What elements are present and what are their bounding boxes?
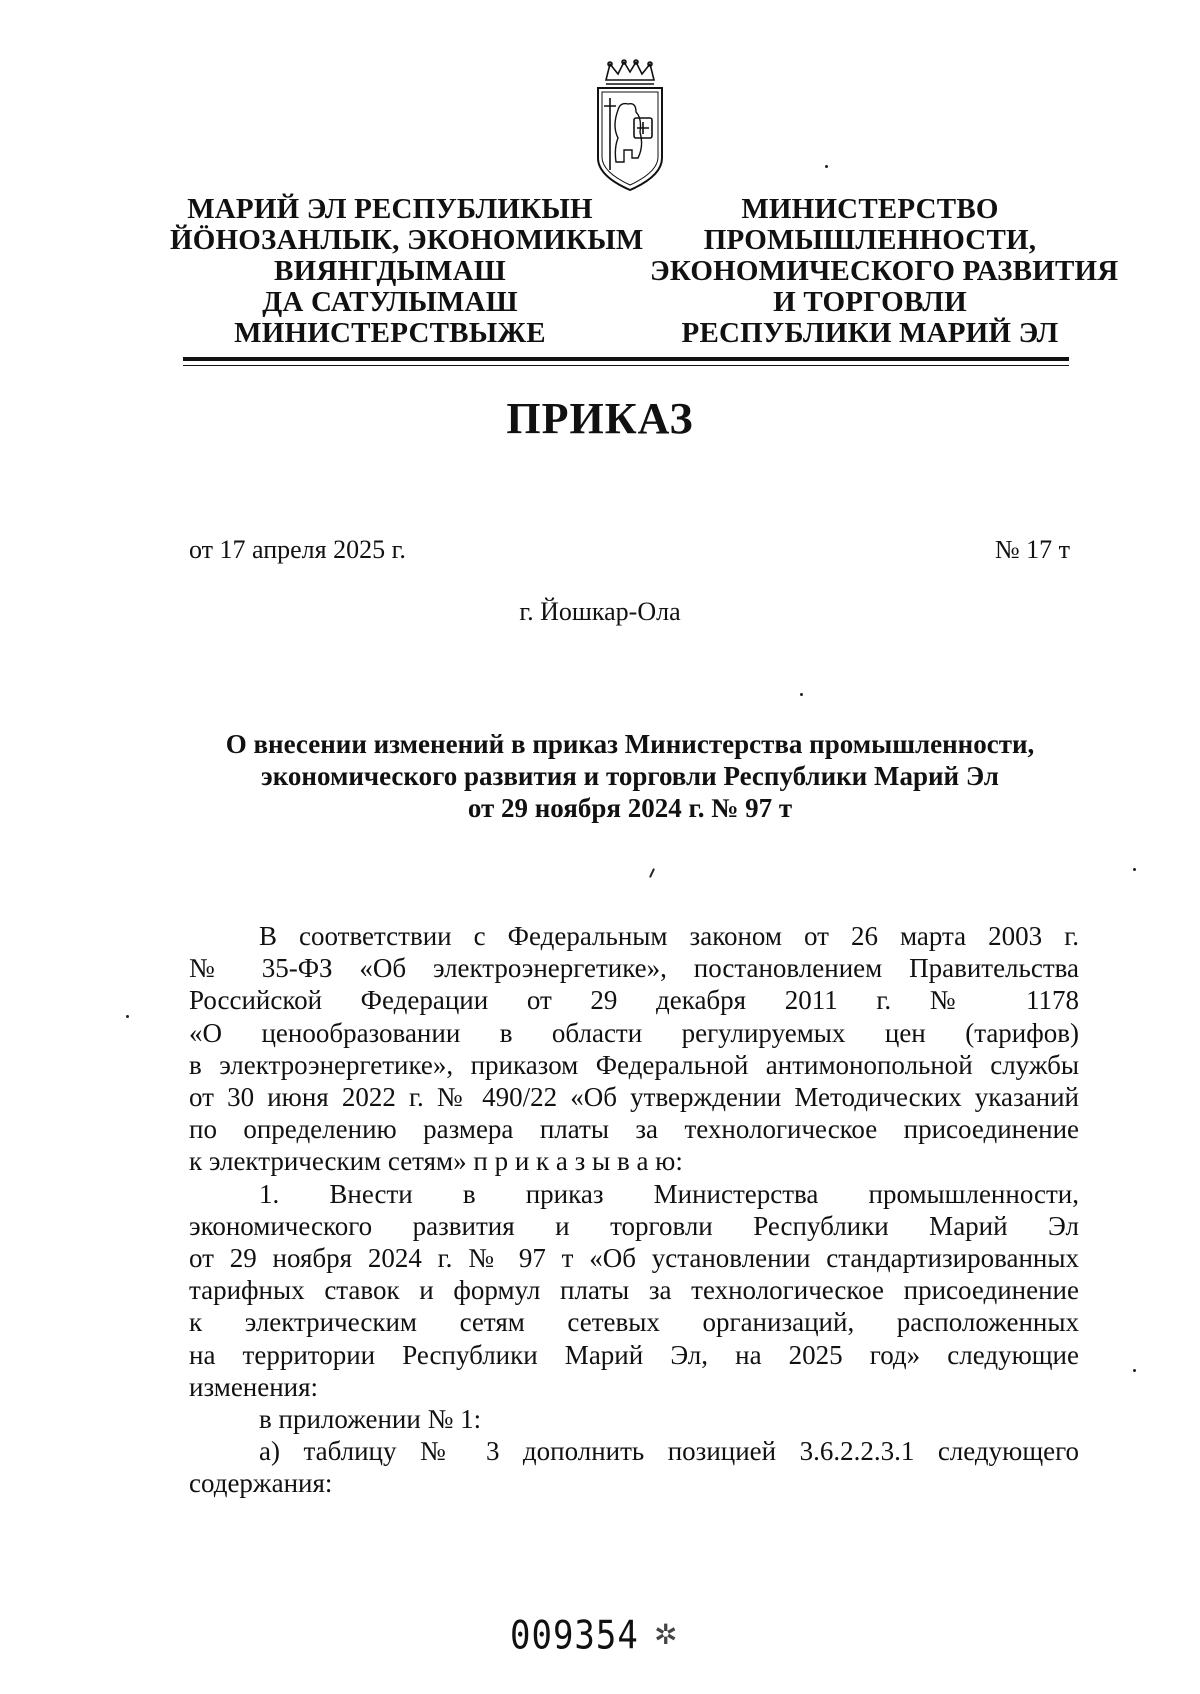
header-right-line: И ТОРГОВЛИ (773, 286, 967, 318)
form-serial-number: 009354 (510, 1613, 639, 1659)
scan-speck (649, 868, 655, 878)
header-left-line: МИНИСТЕРСТВЫЖЕ (234, 317, 546, 349)
subject-line: от 29 ноября 2024 г. № 97 т (467, 793, 793, 823)
scan-speck (1133, 868, 1136, 871)
body-line: изменения: (189, 1371, 319, 1402)
document-subject (150, 728, 1110, 824)
header-left-line: ВИЯНГДЫМАШ (274, 255, 506, 287)
body-line: от 29 ноября 2024 г. № 97 т «Об установлении стандартизированных (189, 1243, 1079, 1274)
scan-speck (1133, 1369, 1136, 1372)
body-line: к электрическим сетям» п р и к а з ы в а ю: (189, 1146, 683, 1177)
header-right-line: ПРОМЫШЛЕННОСТИ, (703, 224, 1037, 256)
body-line: в приложении № 1: (259, 1404, 482, 1435)
body-line: тарифных ставок и формул платы за технологическое присоединение (189, 1275, 1079, 1306)
body-line: экономического развития и торговли Республики Марий Эл (189, 1210, 1079, 1241)
document-number: № 17 т (994, 535, 1070, 564)
body-line: В соответствии с Федеральным законом от 26 марта 2003 г. (259, 921, 1079, 951)
body-line: на территории Республики Марий Эл, на 2025 год» следующие (189, 1339, 1079, 1370)
header-right-line: ЭКОНОМИЧЕСКОГО РАЗВИТИЯ (650, 255, 1119, 287)
header-marii-el-name (170, 193, 644, 349)
body-line: по определению размера платы за технологическое присоединение (189, 1114, 1079, 1145)
body-line: от 30 июня 2022 г. № 490/22 «Об утверждении Методических указаний (189, 1082, 1079, 1113)
scan-speck (800, 693, 803, 696)
document-type-title: ПРИКАЗ (506, 394, 694, 443)
body-line: а) таблицу № 3 дополнить позицией 3.6.2.2.3.1 следующего (259, 1436, 1079, 1467)
asterisk-mark-icon: ✲ (654, 1620, 678, 1651)
body-line: содержания: (189, 1468, 333, 1499)
body-line: 1. Внести в приказ Министерства промышленности, (259, 1178, 1079, 1209)
body-line: к электрическим сетям сетевых организаций, расположенных (189, 1307, 1079, 1338)
subject-line: экономического развития и торговли Республики Марий Эл (261, 761, 999, 791)
header-left-line: ЙӦНОЗАНЛЫК, ЭКОНОМИКЫМ (170, 224, 644, 256)
document-city: г. Йошкар-Ола (519, 597, 681, 626)
document-body (189, 920, 1079, 1500)
header-left-line: ДА САТУЛЫМАШ (262, 286, 518, 318)
scan-speck (126, 1015, 129, 1018)
body-line: № 35-ФЗ «Об электроэнергетике», постановлением Правительства (189, 953, 1079, 984)
header-divider-thin (183, 365, 1069, 366)
document-date: от 17 апреля 2025 г. (189, 535, 406, 564)
header-right-line: РЕСПУБЛИКИ МАРИЙ ЭЛ (681, 317, 1059, 349)
coat-of-arms-icon (590, 58, 670, 198)
header-left-line: МАРИЙ ЭЛ РЕСПУБЛИКЫН (187, 193, 593, 225)
header-ministry-name (650, 193, 1119, 349)
header-divider-thick (183, 357, 1069, 361)
body-line: Российской Федерации от 29 декабря 2011 г. № 1178 (189, 985, 1079, 1016)
scan-speck (825, 165, 828, 168)
header-right-line: МИНИСТЕРСТВО (741, 193, 999, 225)
body-line: в электроэнергетике», приказом Федеральной антимонопольной службы (189, 1049, 1079, 1080)
body-line: «О ценообразовании в области регулируемых цен (тарифов) (189, 1017, 1079, 1048)
subject-line: О внесении изменений в приказ Министерства промышленности, (225, 729, 1035, 759)
